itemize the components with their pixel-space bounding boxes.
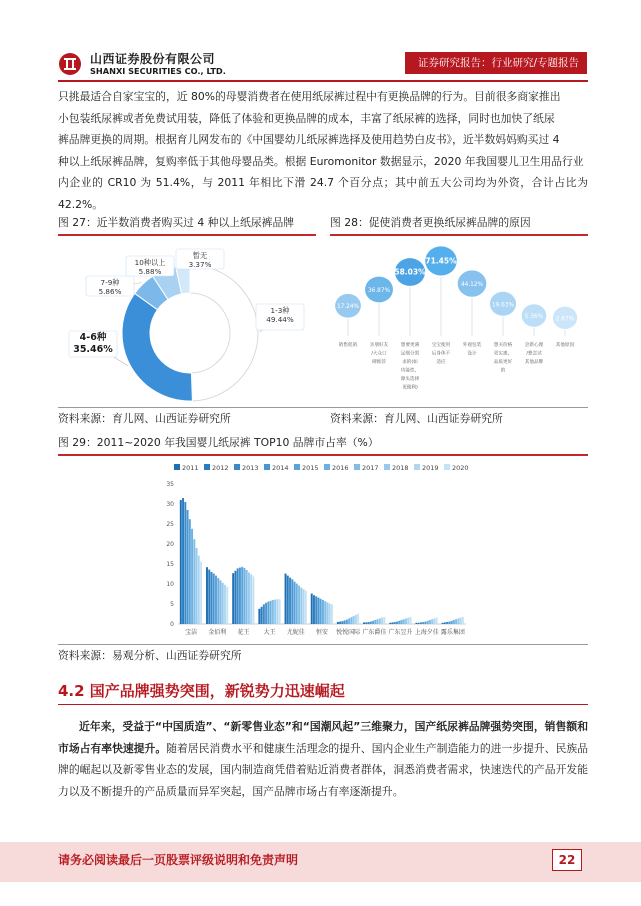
- bar: [184, 502, 186, 624]
- reason-category-label: 更实惠、: [493, 351, 513, 357]
- reason-category-label: 设计: [467, 351, 477, 357]
- bar: [234, 571, 236, 624]
- legend-swatch: [174, 464, 180, 470]
- figure-27-title: 图 27：近半数消费者购买过 4 种以上纸尿裤品牌: [58, 216, 295, 229]
- bar: [289, 578, 291, 624]
- para-line: 种以上纸尿裤品牌，复购率低于其他母婴品类。根据 Euromonitor 数据显示，2020 年我国婴儿卫生用品行业: [58, 154, 584, 168]
- bar: [303, 589, 305, 624]
- bar: [451, 621, 453, 624]
- bar: [348, 618, 350, 624]
- bar: [279, 599, 281, 624]
- bar: [433, 618, 435, 624]
- donut-slice-name: 暂无: [192, 251, 208, 260]
- x-tick-label: 悦悦国际: [336, 629, 361, 636]
- donut-slice: [190, 265, 258, 401]
- reason-category-label: 想买价格: [493, 343, 513, 348]
- bar: [300, 588, 302, 624]
- reason-value-label: 36.87%: [367, 288, 391, 295]
- bar: [418, 623, 420, 624]
- bar: [339, 622, 341, 624]
- bar: [215, 576, 217, 624]
- bar: [193, 539, 195, 624]
- bar: [353, 616, 355, 624]
- y-tick-label: 5: [170, 601, 174, 608]
- legend-label: 2013: [242, 464, 259, 472]
- reason-value-label: 17.24%: [336, 304, 360, 311]
- para-rest: 随着居民消费水平和健康生活理念的提升、国内企业生产制造能力的进一步提升、民族品牌的崛起以及新零售业态的发展，国内制造商凭借着贴近消费者群体，洞悉消费者需求，快速迭代的产品开发能力以及不断提升的产品质量而异军突起，国产品牌市场占有率逐渐提升。: [58, 741, 589, 798]
- company-name-cn: 山西证券股份有限公司: [90, 52, 216, 66]
- reason-value-label: 71.45%: [425, 256, 457, 266]
- source-rule-2: [58, 644, 588, 645]
- reason-category-label: 的: [500, 368, 506, 374]
- page-number: 22: [552, 849, 582, 871]
- bar-marks: [180, 498, 464, 624]
- y-tick-label: 10: [166, 581, 174, 588]
- figure-28-rule: [330, 234, 588, 236]
- reasons-chart: [330, 240, 588, 406]
- body-paragraph-2: [58, 716, 588, 802]
- bar: [389, 623, 391, 624]
- figure-28-source: 资料来源：育儿网、山西证券研究所: [330, 412, 503, 425]
- bar: [250, 574, 252, 624]
- reason-category-label: 其他原因: [555, 343, 575, 348]
- bar: [311, 594, 313, 624]
- reason-category-label: 尝新心理: [524, 343, 544, 348]
- bar: [226, 587, 228, 624]
- x-tick-label: 宝洁: [185, 629, 198, 636]
- y-tick-label: 30: [166, 501, 174, 508]
- source-rule-1: [58, 407, 588, 408]
- report-type-banner: 证券研究报告：行业研究/专题报告: [405, 52, 587, 74]
- bar: [191, 529, 193, 624]
- reason-category-label: 想要更满: [400, 343, 420, 348]
- bar: [396, 622, 398, 624]
- disclaimer-note: 请务必阅读最后一页股票评级说明和免责声明: [58, 853, 299, 867]
- donut-labels: [69, 249, 304, 366]
- bar: [329, 604, 331, 624]
- bar: [313, 595, 315, 624]
- para-line: 小包装纸尿裤或者免费试用装，降低了体验和更换品牌的成本，丰富了纸尿裤的选择，同时也加快了纸尿: [58, 111, 555, 125]
- donut-slice-name: 10种以上: [134, 258, 166, 267]
- legend-swatch: [414, 464, 420, 470]
- donut-slice-name: 4-6种: [79, 332, 107, 343]
- para-bold-lead: 近年来，受益于“中国质造”、“新零售业态”和“国潮风起”三维聚力，国产纸尿裤品牌强势突围，销售额和市场占有率快速提升。: [58, 720, 588, 755]
- bar: [379, 618, 381, 624]
- legend-label: 2015: [302, 464, 319, 472]
- bar: [261, 607, 263, 624]
- legend-label: 2020: [452, 464, 469, 472]
- bar: [189, 519, 191, 624]
- figure-29-rule: [58, 454, 588, 456]
- bar: [241, 567, 243, 624]
- bar: [436, 618, 438, 624]
- y-tick-label: 20: [166, 541, 174, 548]
- donut-slice-label: 5.88%: [138, 267, 162, 276]
- bar: [383, 617, 385, 624]
- x-tick-label: 广东昱升: [388, 629, 413, 636]
- para-line: 只挑最适合自家宝宝的，近 80%的母婴消费者在使用纸尿裤过程中有更换品牌的行为。目前很多商家推出: [58, 90, 561, 103]
- reason-category-label: 源头选择: [400, 377, 420, 382]
- bar: [410, 617, 412, 624]
- y-tick-label: 25: [166, 521, 174, 528]
- bar: [381, 618, 383, 624]
- reason-category-label: 外观包装: [462, 343, 482, 348]
- y-tick-label: 35: [166, 481, 174, 488]
- para-line: 内企业的 CR10 为 51.4%，与 2011 年相比下滑 24.7 个百分点；其中前五大公司均为外资，合计占比为 42.2%。: [58, 176, 588, 211]
- bar: [420, 622, 422, 624]
- bar: [213, 574, 215, 624]
- reason-category-label: 足细分需: [400, 351, 420, 357]
- bar: [427, 621, 429, 624]
- figure-27-source: 资料来源：育儿网、山西证券研究所: [58, 412, 231, 425]
- bar: [217, 578, 219, 624]
- x-tick-label: 恒安: [315, 629, 329, 636]
- reason-category-label: 功能性、: [400, 368, 420, 374]
- bar: [407, 618, 409, 624]
- reason-value-label: 5.36%: [524, 314, 544, 321]
- reason-category-label: 碑推荐: [372, 360, 386, 365]
- x-tick-label: 广东爵佳: [362, 629, 387, 636]
- bar: [422, 622, 424, 624]
- reason-value-label: 44.12%: [460, 282, 484, 289]
- x-tick-label: 尤妮佳: [286, 629, 305, 636]
- bar: [315, 596, 317, 624]
- bar: [196, 548, 198, 624]
- reason-category-label: 求的(如: [402, 360, 418, 365]
- bar: [243, 568, 245, 624]
- reason-category-label: 其他品牌: [524, 360, 544, 365]
- donut-slice-name: 1-3种: [270, 306, 290, 315]
- donut-slice-label: 3.37%: [188, 260, 212, 269]
- section-heading: 4.2 国产品牌强势突围，新锐势力迅速崛起: [58, 682, 345, 700]
- bar: [272, 600, 274, 624]
- bar: [394, 622, 396, 624]
- y-tick-label: 0: [170, 621, 174, 628]
- reason-category-label: 后身体不: [431, 351, 451, 357]
- reason-category-label: /想尝试: [526, 351, 542, 357]
- reason-category-label: 适应: [436, 360, 446, 365]
- legend-label: 2014: [272, 464, 289, 472]
- donut-slice-label: 49.44%: [266, 315, 294, 324]
- bar: [372, 621, 374, 624]
- reason-category-label: 销售促销: [338, 343, 358, 348]
- bar: [401, 620, 403, 624]
- bar: [224, 585, 226, 624]
- bar: [444, 622, 446, 624]
- bar: [368, 622, 370, 624]
- header-divider: [58, 80, 588, 82]
- bar: [248, 572, 250, 624]
- bar: [365, 622, 367, 624]
- bar: [291, 579, 293, 624]
- bar: [442, 623, 444, 624]
- donut-slice-label: 35.46%: [73, 344, 113, 355]
- bar: [180, 500, 182, 624]
- bar: [357, 614, 359, 624]
- bar: [374, 620, 376, 624]
- legend-swatch: [354, 464, 360, 470]
- bar: [305, 591, 307, 624]
- bar: [287, 576, 289, 624]
- bar: [429, 620, 431, 624]
- bar: [232, 573, 234, 624]
- bar: [448, 622, 450, 624]
- x-tick-label: 花王: [237, 629, 250, 636]
- bar: [392, 622, 394, 624]
- bar: [252, 576, 254, 624]
- bar: [274, 600, 276, 624]
- bar: [405, 618, 407, 624]
- reason-category-label: 宝宝使用: [431, 343, 451, 348]
- bar: [350, 617, 352, 624]
- legend-swatch: [264, 464, 270, 470]
- bar: [206, 567, 208, 624]
- reasons-marks: [335, 246, 577, 390]
- bar: [363, 622, 365, 624]
- company-name-en: SHANXI SECURITIES CO., LTD.: [90, 66, 226, 76]
- bar: [377, 619, 379, 624]
- bar: [294, 582, 296, 624]
- legend-swatch: [384, 464, 390, 470]
- reason-value-label: 58.03%: [394, 267, 426, 277]
- bar: [331, 604, 333, 624]
- donut-chart: [58, 240, 316, 406]
- bar: [324, 601, 326, 624]
- bar: [276, 599, 278, 624]
- legend-swatch: [204, 464, 210, 470]
- bar: [220, 580, 222, 624]
- bar: [222, 583, 224, 624]
- reason-value-label: 19.63%: [491, 302, 515, 309]
- donut-slices: [122, 265, 258, 401]
- bar: [198, 556, 200, 624]
- donut-slice-name: 7-9种: [100, 278, 120, 287]
- legend-label: 2018: [392, 464, 409, 472]
- para-line: 裤品牌更换的周期。根据育儿网发布的《中国婴幼儿纸尿裤选择及使用趋势白皮书》，近半数妈妈购买过 4: [58, 133, 560, 146]
- body-paragraph-1: [58, 86, 588, 215]
- bar: [246, 570, 248, 624]
- market-share-bar-chart: [160, 458, 474, 644]
- bar: [370, 622, 372, 624]
- bar: [346, 620, 348, 624]
- bar: [320, 599, 322, 624]
- legend-label: 2012: [212, 464, 229, 472]
- legend-label: 2011: [182, 464, 199, 472]
- x-tick-label: 金佰利: [208, 629, 227, 636]
- x-tick-label: 大王: [263, 629, 276, 636]
- company-logo-icon: [58, 52, 82, 76]
- bar: [462, 617, 464, 624]
- bar: [453, 620, 455, 624]
- bar: [298, 586, 300, 624]
- bar: [211, 572, 213, 624]
- bar: [327, 602, 329, 624]
- bar: [317, 598, 319, 624]
- legend-label: 2017: [362, 464, 379, 472]
- bar: [267, 602, 269, 624]
- x-tick-label: 露乐集团: [440, 629, 465, 636]
- figure-27-rule: [58, 234, 316, 236]
- bar: [208, 570, 210, 624]
- bar: [182, 498, 184, 624]
- bar: [237, 568, 239, 624]
- reason-category-label: 亲朋好友: [369, 343, 389, 348]
- legend-swatch: [294, 464, 300, 470]
- figure-28-title: 图 28：促使消费者更换纸尿裤品牌的原因: [330, 216, 531, 229]
- bar: [446, 622, 448, 624]
- bar: [270, 601, 272, 624]
- y-tick-label: 15: [166, 561, 174, 568]
- reason-category-label: 更便利): [402, 385, 418, 391]
- bar: [403, 619, 405, 624]
- bar: [460, 618, 462, 624]
- legend-swatch: [444, 464, 450, 470]
- legend-label: 2016: [332, 464, 349, 472]
- section-rule: [58, 704, 588, 705]
- bar: [258, 609, 260, 624]
- bar: [344, 620, 346, 624]
- bar: [263, 604, 265, 624]
- bar: [322, 600, 324, 624]
- bar-legend: [174, 464, 469, 472]
- bar: [285, 574, 287, 624]
- bar: [424, 622, 426, 624]
- bar: [265, 603, 267, 624]
- bar: [187, 510, 189, 624]
- donut-slice-label: 5.86%: [98, 287, 122, 296]
- bar: [341, 621, 343, 624]
- reason-value-label: 2.67%: [555, 316, 575, 323]
- bar: [337, 622, 339, 624]
- bar: [200, 562, 202, 624]
- reason-category-label: 品质更好: [493, 360, 513, 365]
- bar: [457, 618, 459, 624]
- reason-category-label: /大众口: [371, 351, 387, 357]
- figure-29-title: 图 29：2011~2020 年我国婴儿纸尿裤 TOP10 品牌市占率（%）: [58, 436, 379, 449]
- bar: [239, 568, 241, 624]
- legend-swatch: [234, 464, 240, 470]
- bar: [296, 584, 298, 624]
- x-tick-label: 上海夕佳: [414, 629, 439, 636]
- bar: [355, 615, 357, 624]
- bar: [398, 621, 400, 624]
- figure-29-source: 资料来源：易观分析、山西证券研究所: [58, 649, 242, 662]
- bar: [455, 619, 457, 624]
- legend-swatch: [324, 464, 330, 470]
- legend-label: 2019: [422, 464, 439, 472]
- bar: [431, 619, 433, 624]
- bar: [415, 623, 417, 624]
